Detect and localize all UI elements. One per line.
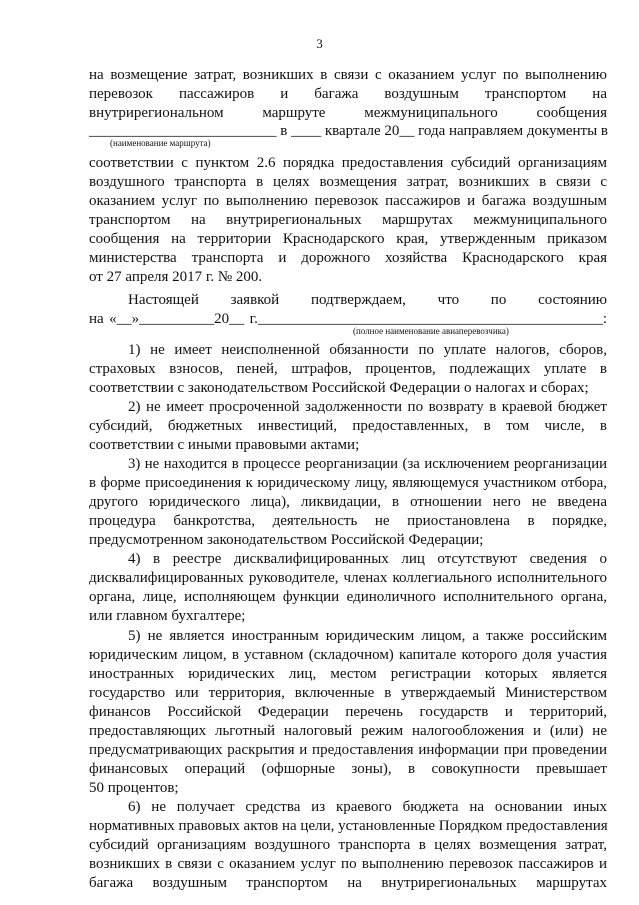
paragraph-line: внутрирегиональном маршруте межмуниципального сообщения xyxy=(89,105,607,121)
list-item-line: субсидий организациям воздушного транспорта в целях возмещения затрат, xyxy=(89,837,607,853)
list-item-line: процедура банкротства, деятельность не приостановлена в порядке, xyxy=(89,513,607,529)
paragraph-line: от 27 апреля 2017 г. № 200. xyxy=(89,269,263,285)
list-item-line: багажа воздушным транспортом на внутрирегиональных маршрутах xyxy=(89,875,607,891)
list-item-line: 6) не получает средства из краевого бюджета на основании иных xyxy=(128,799,607,815)
list-item-line: страховых взносов, пеней, штрафов, процентов, подлежащих уплате в xyxy=(89,361,607,377)
list-item-line: соответствии с законодательством Российской Федерации о налогах и сборах; xyxy=(89,380,589,396)
list-item-line: иностранных юридических лиц, местом регистрации которых является xyxy=(89,666,607,682)
list-item-line: финансовых операций (офшорные зоны), в совокупности превышает xyxy=(89,761,607,777)
paragraph-line: министерства транспорта и дорожного хозяйства Краснодарского края xyxy=(89,250,607,266)
paragraph-line: соответствии с пунктом 2.6 порядка предоставления субсидий организациям xyxy=(89,155,607,171)
list-item-line: 4) в реестре дисквалифицированных лиц отсутствуют сведения о xyxy=(128,551,607,567)
paragraph-line: воздушного транспорта в целях возмещения затрат, возникших в связи с xyxy=(89,174,607,190)
list-item-line: 5) не является иностранным юридическим лицом, а также российским xyxy=(128,628,607,644)
caption-route: (наименование маршрута) xyxy=(110,138,211,148)
list-item-line: дисквалифицированных руководителе, членах коллегиального исполнительного xyxy=(89,570,607,586)
list-item-line: возникших в связи с оказанием услуг по выполнению перевозок пассажиров и xyxy=(89,856,607,872)
confirm-date-line: на «__»__________20__ г.______________________________________________: xyxy=(89,311,607,327)
page-number: 3 xyxy=(316,36,323,51)
list-item-line: 2) не имеет просроченной задолженности по возврату в краевой бюджет xyxy=(128,399,607,415)
paragraph-line: перевозок пассажиров и багажа воздушным транспортом на xyxy=(89,86,607,102)
paragraph-line: транспортом на внутрирегиональных маршрутах межмуниципального xyxy=(89,212,607,228)
paragraph-line: на возмещение затрат, возникших в связи с оказанием услуг по выполнению xyxy=(89,67,607,83)
list-item-line: предусматривающих раскрытия и предоставления информации при проведении xyxy=(89,742,607,758)
list-item-line: 1) не имеет неисполненной обязанности по уплате налогов, сборов, xyxy=(128,342,607,358)
list-item-line: предусмотренном законодательством Российской Федерации; xyxy=(89,532,484,548)
list-item-line: 50 процентов; xyxy=(89,780,179,796)
paragraph-line: _________________________ в ____ квартале 20__ года направляем документы в xyxy=(89,123,609,139)
list-item-line: государство или территория, включенные в утверждаемый Министерством xyxy=(89,685,607,701)
list-item-line: в форме присоединения к юридическому лицу, являющемуся участником отбора, xyxy=(89,475,607,491)
caption-carrier: (полное наименование авиаперевозчика) xyxy=(353,326,509,336)
confirm-line: Настоящей заявкой подтверждаем, что по состоянию xyxy=(128,292,607,308)
list-item-line: 3) не находится в процессе реорганизации (за исключением реорганизации xyxy=(128,456,607,472)
list-item-line: предоставляющих льготный налоговый режим налогообложения и (или) не xyxy=(89,723,607,739)
paragraph-line: оказанием услуг по выполнению перевозок пассажиров и багажа воздушным xyxy=(89,193,607,209)
list-item-line: соответствии с иными правовыми актами; xyxy=(89,437,360,453)
paragraph-line: сообщения на территории Краснодарского края, утвержденным приказом xyxy=(89,231,607,247)
list-item-line: финансов Российской Федерации перечень государств и территорий, xyxy=(89,704,607,720)
list-item-line: юридическим лицом, в уставном (складочном) капитале которого доля участия xyxy=(89,647,607,663)
list-item-line: органа, лице, исполняющем функции единоличного исполнительного органа, xyxy=(89,589,607,605)
list-item-line: другого юридического лица), ликвидации, в отношении него не введена xyxy=(89,494,607,510)
list-item-line: нормативных правовых актов на цели, установленные Порядком предоставления xyxy=(89,818,608,834)
list-item-line: или главном бухгалтере; xyxy=(89,608,246,624)
list-item-line: субсидий, бюджетных инвестиций, предоставленных, в том числе, в xyxy=(89,418,607,434)
